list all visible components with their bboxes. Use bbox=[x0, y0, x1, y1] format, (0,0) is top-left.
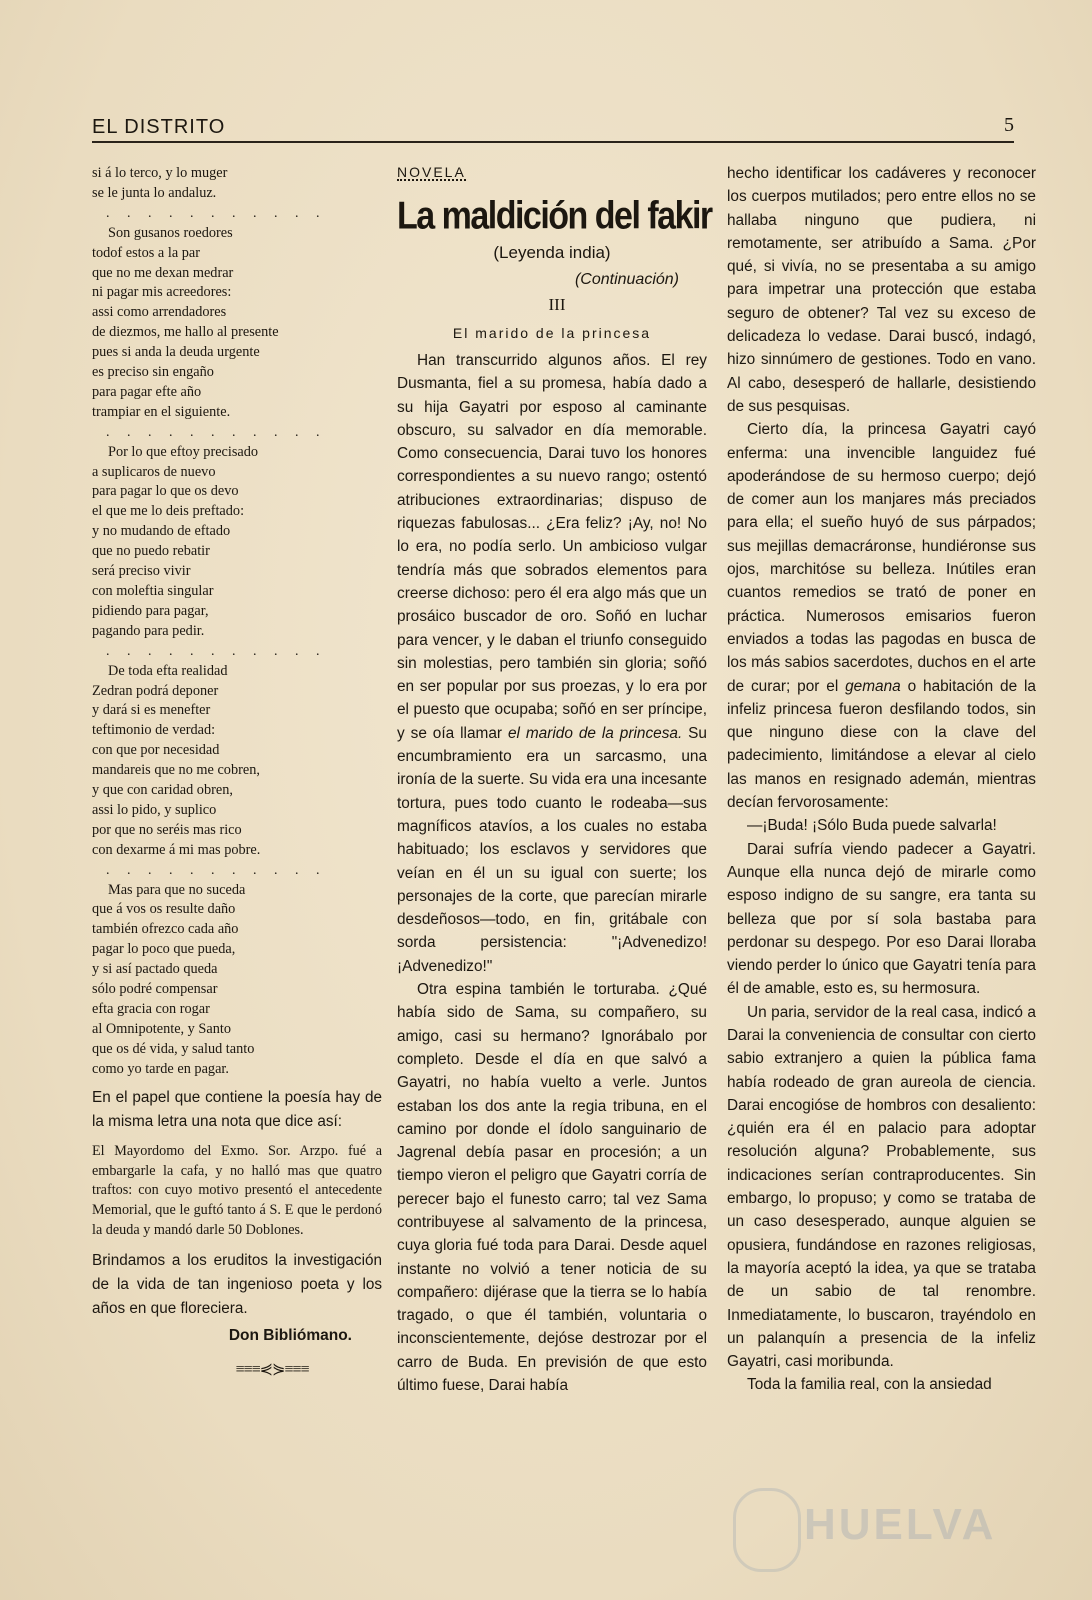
poem-line: será preciso vivir bbox=[92, 563, 191, 580]
column-right bbox=[727, 162, 1036, 1397]
poem-line: assi como arrendadores bbox=[92, 304, 227, 321]
poem-line: es preciso sin engaño bbox=[92, 364, 214, 381]
poem-line: Por lo que eftoy precisado bbox=[108, 443, 259, 460]
poem-line: que no puedo rebatir bbox=[92, 543, 210, 560]
poem-line: Zedran podrá deponer bbox=[92, 682, 219, 699]
paragraph: Darai sufría viendo padecer a Gayatri. Aunque ella nunca dejó de mirarle como esposo indigno de su sangre, era tanta su belleza que por sí sola bastaba para perdonar su despego. Por eso Darai lloraba viendo perder lo único que Gayatri tenía para él de amable, esto es, su hermosura. bbox=[727, 840, 1036, 998]
paragraph: Un paria, servidor de la real casa, indicó a Darai la conveniencia de consultar con cierto sabio extranjero a quien la pública fama había rodeado de gran aureola de ciencia. Darai encogióse de hombros con desaliento: ¿quién era él en palacio para adoptar resolución alguna? Probablemente, sus indicaciones serían contraproducentes. Sin embargo, lo propuso; y como se trataba de un caso desesperado, aunque alguien se opusiera, fundándose en razones religiosas, la mayoría aceptó la idea, ya que se trataba de un sabio de tal renombre. Inmediatamente, lo buscaron, trayéndolo en un palanquín a presencia de la infeliz Gayatri, casi moribunda. bbox=[727, 1003, 1036, 1371]
page-header bbox=[92, 112, 1014, 142]
poem-line: para pagar efte año bbox=[92, 383, 202, 400]
poem-line: ni pagar mis acreedores: bbox=[92, 284, 232, 301]
poem-line: De toda efta realidad bbox=[108, 662, 228, 679]
story-text bbox=[397, 349, 707, 1397]
poem-line: que os dé vida, y salud tanto bbox=[92, 1040, 255, 1057]
story-title: La maldición del fakir bbox=[397, 194, 712, 238]
poem-line: efta gracia con rogar bbox=[92, 1001, 210, 1017]
dot-separator: . . . . . . . . . . . bbox=[106, 862, 327, 878]
poem-line: y no mudando de eftado bbox=[92, 523, 231, 540]
poem-line: el que me lo deis preftado: bbox=[92, 503, 245, 520]
poem-line: por que no seréis mas rico bbox=[92, 821, 242, 838]
poem-line: pues si anda la deuda urgente bbox=[92, 344, 260, 361]
paragraph: Cierto día, la princesa Gayatri cayó enferma: una invencible languidez fué apoderándose de su hermoso cuerpo; dejó de comer aun los manjares más preciados para ella; el sueño huyó de sus párpados; sus mejillas demacráronse, hundiéronse sus ojos, marchitóse su belleza. Inútiles eran cuantos remedios se trató de poner en práctica. Numerosos emisarios fueron enviados a todas las pagodas en busca de los más sabios sacerdotes, duchos en el arte de curar; por el gemana o habitación de la infeliz princesa fueron desfilando todos, sin que ninguno diese con la clave del padecimiento, limitándose a elevar al cielo las manos en resignado ademán, mientras decían fervorosamente: bbox=[727, 421, 1036, 812]
poem-line: con que por necesidad bbox=[92, 742, 220, 759]
poem-line: y que con caridad obren, bbox=[92, 782, 233, 799]
poem-line: de diezmos, me hallo al presente bbox=[92, 324, 279, 341]
poem-line: que á vos os resulte daño bbox=[92, 901, 236, 918]
header-rule bbox=[92, 141, 1014, 143]
intro-note: En el papel que contiene la poesía hay de la misma letra una nota que dice así: bbox=[92, 1088, 382, 1130]
poem-line: al Omnipotente, y Santo bbox=[92, 1020, 231, 1037]
dot-separator: . . . . . . . . . . . bbox=[106, 424, 327, 440]
poem-line: pidiendo para pagar, bbox=[92, 602, 209, 619]
paragraph: Toda la familia real, con la ansiedad bbox=[747, 1376, 992, 1394]
signature: Don Bibliómano. bbox=[228, 1327, 352, 1345]
poem-line: y dará si es menefter bbox=[92, 702, 211, 719]
poem-line: a suplicaros de nuevo bbox=[92, 463, 216, 480]
dot-separator: . . . . . . . . . . . bbox=[106, 205, 327, 221]
poem-line: todof estos a la par bbox=[92, 244, 200, 261]
page-number: 5 bbox=[1004, 114, 1014, 136]
poem-line: pagando para pedir. bbox=[92, 622, 205, 639]
poem-line: para pagar lo que os devo bbox=[92, 483, 239, 500]
poem-line: con moleftia singular bbox=[92, 583, 214, 599]
poem-line: que no me dexan medrar bbox=[92, 264, 234, 281]
poem-line: Mas para que no suceda bbox=[108, 881, 246, 898]
poem-line: como yo tarde en pagar. bbox=[92, 1060, 229, 1077]
section-kicker: NOVELA bbox=[397, 164, 466, 180]
paragraph: Otra espina también le torturaba. ¿Qué había sido de Sama, su compañero, su amigo, casi su hermano? Ignorábalo por completo. Desde el día en que salvó a Gayatri, no había vuelto a verle. Juntos estaban los dos ante la regia tribuna, en el camino por donde el ídolo sanguinario de Jagrenal debía pasar en procesión; a un tiempo vieron el peligro que Gayatri corría de perecer bajo el funesto carro; tal vez Sama contribuyese al salvamento de la princesa, cuya gloria fué toda para Darai. Desde aquel instante no volvió a tener noticia de su compañero: dijérase que la tierra se lo había tragado, o que él también, voluntaria o inconscientemente, dejóse destrozar por el carro de Buda. En previsión de que esto último fuese, Darai había bbox=[397, 981, 707, 1395]
poem-line: pagar lo poco que pueda, bbox=[92, 941, 236, 958]
column-middle bbox=[397, 164, 712, 1397]
poem-line: con dexarme á mi mas pobre. bbox=[92, 841, 261, 858]
poem-line: Son gusanos roedores bbox=[108, 224, 233, 241]
story-subtitle: (Leyenda india) bbox=[493, 243, 611, 262]
historical-note: El Mayordomo del Exmo. Sor. Arzpo. fué a embargarle la cafa, y no halló mas que quatro traftos: con cuyo motivo presentó el antecedente Memorial, que le guftó tanto á S. E que le perdonó la deuda y mandó darle 50 Doblones. bbox=[92, 1142, 382, 1239]
continuation-label: (Continuación) bbox=[574, 271, 679, 288]
story-text-continued bbox=[727, 162, 1036, 1397]
paragraph: —¡Buda! ¡Sólo Buda puede salvarla! bbox=[747, 817, 997, 835]
poem-line: sólo podré compensar bbox=[92, 981, 218, 998]
closing-paragraph: Brindamos a los eruditos la investigación de la vida de tan ingenioso poeta y los años en que floreciera. bbox=[92, 1252, 382, 1318]
archive-watermark: HUELVA bbox=[804, 1500, 997, 1549]
paragraph: hecho identificar los cadáveres y reconocer los cuerpos mutilados; pero entre ellos no se hallaba ninguno que pudiera, ni remotamente, ser atribuído a Sama. ¿Por qué, si vivía, no se presentaba a su amigo para impetrar una protección que estaba seguro de obtener? Tal vez su exceso de delicadeza lo vedase. Darai buscó, indagó, hizo sinnúmero de gestiones. Todo en vano. Al cabo, desesperó de hallarle, desistiendo de sus pesquisas. bbox=[727, 165, 1036, 415]
poem-line: también ofrezco cada año bbox=[92, 921, 239, 938]
stanzas bbox=[92, 224, 382, 1080]
chapter-title: El marido de la princesa bbox=[452, 325, 652, 341]
paragraph: Han transcurrido algunos años. El rey Dusmanta, fiel a su promesa, había dado a su hija Gayatri por esposo al caminante obscuro, su salvador en día memorable. Como consecuencia, Darai tuvo los honores correspondientes a su nuevo rango; ostentó atribuciones extraordinarias; dispuso de riquezas fabulosas... ¿Era feliz? ¡Ay, no! No lo era, no podía serlo. Un ambicioso vulgar tendría más que sobrados elementos para creerse dichoso: pero él era algo más que un prosáico buscador de oro. Soñó en luchar para vencer, y le daban el triunfo conseguido sin molestias, pero también sin gloria; soñó en ser popular por sus proezas, y lo era por el puesto que ocupaba; soñó en ser príncipe, y se oía llamar el marido de la princesa. Su encumbramiento era un sarcasmo, una ironía de la suerte. Su vida era una incesante tortura, pues todo cuanto le rodeaba—sus magníficos atavíos, a los cuales no estaba habituado; los esclavos y servidores que veían en él un su igual con suerte; los personajes de la corte, que parecían mirarle desdeñosos—todo, en fin, gritábale con sorda persistencia: "¡Advenedizo! ¡Advenedizo!" bbox=[397, 352, 707, 975]
poem-line: mandareis que no me cobren, bbox=[92, 762, 260, 779]
poem-line: si á lo terco, y lo muger bbox=[92, 165, 228, 181]
poem bbox=[92, 164, 382, 1080]
publication-title: EL DISTRITO bbox=[92, 116, 226, 138]
chapter-number: III bbox=[548, 295, 566, 314]
ornament: ≡≡≡⋞⋟≡≡≡ bbox=[235, 1361, 309, 1379]
poem-line: y si así pactado queda bbox=[92, 961, 218, 978]
poem-line: trampiar en el siguiente. bbox=[92, 403, 231, 420]
archive-seal-icon bbox=[733, 1488, 801, 1572]
poem-line: teftimonio de verdad: bbox=[92, 722, 216, 739]
dot-separator: . . . . . . . . . . . bbox=[106, 643, 327, 659]
poem-line: se le junta lo andaluz. bbox=[92, 184, 217, 201]
column-left bbox=[92, 164, 382, 1379]
poem-line: assi lo pido, y suplico bbox=[92, 801, 217, 818]
